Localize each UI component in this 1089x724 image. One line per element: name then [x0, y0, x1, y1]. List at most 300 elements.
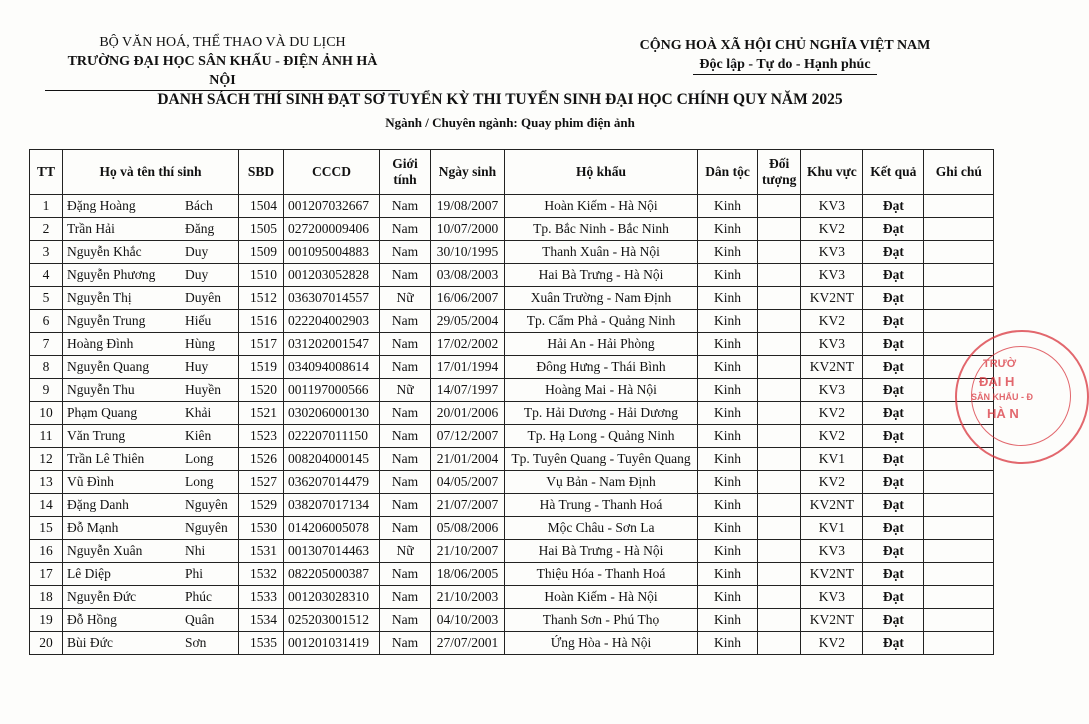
citizen-id: 082205000387: [284, 563, 380, 586]
region: KV2NT: [801, 563, 863, 586]
region: KV3: [801, 195, 863, 218]
row-number: 7: [30, 333, 63, 356]
residence: Vụ Bản - Nam Định: [505, 471, 698, 494]
result: Đạt: [863, 586, 924, 609]
residence: Tp. Hạ Long - Quảng Ninh: [505, 425, 698, 448]
residence: Tp. Tuyên Quang - Tuyên Quang: [505, 448, 698, 471]
candidate-name: [63, 540, 239, 563]
registration-number: 1527: [239, 471, 284, 494]
priority-group: [758, 333, 801, 356]
priority-group: [758, 471, 801, 494]
registration-number: 1512: [239, 287, 284, 310]
table-header-row: [30, 150, 994, 195]
table-row: [30, 333, 994, 356]
priority-group: [758, 632, 801, 655]
table-row: [30, 218, 994, 241]
birth-date: 29/05/2004: [431, 310, 505, 333]
birth-date: 04/05/2007: [431, 471, 505, 494]
table-row: [30, 586, 994, 609]
given-name: Huyền: [185, 382, 221, 397]
column-header: Ghi chú: [924, 150, 994, 195]
region: KV3: [801, 540, 863, 563]
residence: Thanh Sơn - Phú Thọ: [505, 609, 698, 632]
given-name: Duyên: [185, 290, 221, 305]
region: KV2: [801, 471, 863, 494]
citizen-id: 001197000566: [284, 379, 380, 402]
ethnicity: Kinh: [698, 333, 758, 356]
family-middle-name: Đặng Danh: [67, 497, 129, 512]
row-number: 4: [30, 264, 63, 287]
family-middle-name: Nguyễn Trung: [67, 313, 146, 328]
table-row: [30, 379, 994, 402]
birth-date: 04/10/2003: [431, 609, 505, 632]
family-middle-name: Nguyễn Thị: [67, 290, 132, 305]
priority-group: [758, 195, 801, 218]
registration-number: 1529: [239, 494, 284, 517]
gender: Nam: [380, 425, 431, 448]
document-title: DANH SÁCH THÍ SINH ĐẠT SƠ TUYỂN KỲ THI TUYỂN SINH ĐẠI HỌC CHÍNH QUY NĂM 2025: [157, 91, 843, 108]
given-name: Phi: [185, 566, 204, 581]
family-middle-name: Vũ Đình: [67, 474, 114, 489]
gender: Nam: [380, 241, 431, 264]
candidate-name: [63, 632, 239, 655]
citizen-id: 030206000130: [284, 402, 380, 425]
registration-number: 1521: [239, 402, 284, 425]
ethnicity: Kinh: [698, 241, 758, 264]
table-row: [30, 402, 994, 425]
row-number: 13: [30, 471, 63, 494]
column-header: CCCD: [284, 150, 380, 195]
birth-date: 05/08/2006: [431, 517, 505, 540]
ethnicity: Kinh: [698, 586, 758, 609]
column-header: SBD: [239, 150, 284, 195]
table-row: [30, 356, 994, 379]
residence: Hà Trung - Thanh Hoá: [505, 494, 698, 517]
birth-date: 21/10/2003: [431, 586, 505, 609]
result: Đạt: [863, 264, 924, 287]
birth-date: 21/07/2007: [431, 494, 505, 517]
priority-group: [758, 425, 801, 448]
priority-group: [758, 517, 801, 540]
citizen-id: 014206005078: [284, 517, 380, 540]
citizen-id: 008204000145: [284, 448, 380, 471]
ethnicity: Kinh: [698, 218, 758, 241]
priority-group: [758, 310, 801, 333]
given-name: Sơn: [185, 635, 207, 650]
birth-date: 17/01/1994: [431, 356, 505, 379]
row-number: 2: [30, 218, 63, 241]
citizen-id: 036307014557: [284, 287, 380, 310]
ethnicity: Kinh: [698, 425, 758, 448]
table-row: [30, 264, 994, 287]
citizen-id: 001203028310: [284, 586, 380, 609]
table-row: [30, 287, 994, 310]
citizen-id: 001207032667: [284, 195, 380, 218]
region: KV2: [801, 425, 863, 448]
residence: Xuân Trường - Nam Định: [505, 287, 698, 310]
table-row: [30, 241, 994, 264]
note: [924, 218, 994, 241]
given-name: Nhi: [185, 543, 206, 558]
note: [924, 287, 994, 310]
table-row: [30, 310, 994, 333]
candidate-name: [63, 494, 239, 517]
note: [924, 586, 994, 609]
registration-number: 1516: [239, 310, 284, 333]
seal-text: TRƯỜ: [983, 358, 1017, 370]
note: [924, 264, 994, 287]
row-number: 6: [30, 310, 63, 333]
citizen-id: 025203001512: [284, 609, 380, 632]
priority-group: [758, 241, 801, 264]
row-number: 11: [30, 425, 63, 448]
result: Đạt: [863, 609, 924, 632]
given-name: Huy: [185, 359, 209, 374]
gender: Nam: [380, 563, 431, 586]
residence: Thanh Xuân - Hà Nội: [505, 241, 698, 264]
birth-date: 21/01/2004: [431, 448, 505, 471]
gender: Nam: [380, 632, 431, 655]
gender: Nam: [380, 586, 431, 609]
priority-group: [758, 448, 801, 471]
national-header: [615, 36, 955, 75]
gender: Nam: [380, 333, 431, 356]
birth-date: 14/07/1997: [431, 379, 505, 402]
ethnicity: Kinh: [698, 494, 758, 517]
birth-date: 27/07/2001: [431, 632, 505, 655]
gender: Nam: [380, 471, 431, 494]
column-header: Ngày sinh: [431, 150, 505, 195]
table-row: [30, 540, 994, 563]
citizen-id: 001203052828: [284, 264, 380, 287]
priority-group: [758, 356, 801, 379]
ethnicity: Kinh: [698, 356, 758, 379]
registration-number: 1526: [239, 448, 284, 471]
column-header: Giới tính: [380, 150, 431, 195]
citizen-id: 034094008614: [284, 356, 380, 379]
note: [924, 241, 994, 264]
registration-number: 1535: [239, 632, 284, 655]
candidate-name: [63, 609, 239, 632]
note: [924, 517, 994, 540]
column-header: Dân tộc: [698, 150, 758, 195]
column-header: Hộ khẩu: [505, 150, 698, 195]
family-middle-name: Đỗ Hồng: [67, 612, 117, 627]
column-header: Họ và tên thí sinh: [63, 150, 239, 195]
priority-group: [758, 218, 801, 241]
given-name: Hùng: [185, 336, 215, 351]
registration-number: 1510: [239, 264, 284, 287]
result: Đạt: [863, 310, 924, 333]
seal-text: HÀ N: [987, 406, 1019, 421]
table-row: [30, 609, 994, 632]
residence: Hai Bà Trưng - Hà Nội: [505, 540, 698, 563]
residence: Thiệu Hóa - Thanh Hoá: [505, 563, 698, 586]
priority-group: [758, 609, 801, 632]
note: [924, 609, 994, 632]
region: KV3: [801, 586, 863, 609]
birth-date: 21/10/2007: [431, 540, 505, 563]
priority-group: [758, 287, 801, 310]
birth-date: 17/02/2002: [431, 333, 505, 356]
residence: Hải An - Hải Phòng: [505, 333, 698, 356]
result: Đạt: [863, 517, 924, 540]
given-name: Quân: [185, 612, 215, 627]
region: KV2: [801, 218, 863, 241]
registration-number: 1504: [239, 195, 284, 218]
given-name: Hiếu: [185, 313, 212, 328]
residence: Đông Hưng - Thái Bình: [505, 356, 698, 379]
birth-date: 18/06/2005: [431, 563, 505, 586]
result: Đạt: [863, 494, 924, 517]
table-row: [30, 517, 994, 540]
birth-date: 20/01/2006: [431, 402, 505, 425]
candidate-name: [63, 287, 239, 310]
family-middle-name: Trần Hải: [67, 221, 115, 236]
seal-text: ĐẠI H: [979, 374, 1015, 389]
citizen-id: 022204002903: [284, 310, 380, 333]
given-name: Long: [185, 451, 214, 466]
registration-number: 1531: [239, 540, 284, 563]
table-row: [30, 471, 994, 494]
priority-group: [758, 402, 801, 425]
registration-number: 1532: [239, 563, 284, 586]
ethnicity: Kinh: [698, 379, 758, 402]
given-name: Long: [185, 474, 214, 489]
candidate-name: [63, 218, 239, 241]
row-number: 16: [30, 540, 63, 563]
gender: Nữ: [380, 287, 431, 310]
region: KV2: [801, 632, 863, 655]
school-name: TRƯỜNG ĐẠI HỌC SÂN KHẤU - ĐIỆN ẢNH HÀ NỘI: [45, 52, 400, 91]
result: Đạt: [863, 563, 924, 586]
ethnicity: Kinh: [698, 471, 758, 494]
priority-group: [758, 586, 801, 609]
note: [924, 563, 994, 586]
priority-group: [758, 540, 801, 563]
country-name: CỘNG HOÀ XÃ HỘI CHỦ NGHĨA VIỆT NAM: [639, 38, 931, 53]
row-number: 10: [30, 402, 63, 425]
ethnicity: Kinh: [698, 609, 758, 632]
table-row: [30, 632, 994, 655]
ethnicity: Kinh: [698, 287, 758, 310]
citizen-id: 027200009406: [284, 218, 380, 241]
region: KV2: [801, 402, 863, 425]
family-middle-name: Phạm Quang: [67, 405, 138, 420]
citizen-id: 022207011150: [284, 425, 380, 448]
gender: Nữ: [380, 379, 431, 402]
candidate-name: [63, 586, 239, 609]
priority-group: [758, 494, 801, 517]
residence: Hoàng Mai - Hà Nội: [505, 379, 698, 402]
family-middle-name: Nguyễn Đức: [67, 589, 137, 604]
priority-group: [758, 379, 801, 402]
row-number: 20: [30, 632, 63, 655]
row-number: 12: [30, 448, 63, 471]
row-number: 3: [30, 241, 63, 264]
row-number: 8: [30, 356, 63, 379]
family-middle-name: Nguyễn Xuân: [67, 543, 143, 558]
region: KV2NT: [801, 494, 863, 517]
note: [924, 540, 994, 563]
residence: Hoàn Kiếm - Hà Nội: [505, 195, 698, 218]
citizen-id: 036207014479: [284, 471, 380, 494]
table-row: [30, 563, 994, 586]
residence: Tp. Hải Dương - Hải Dương: [505, 402, 698, 425]
result: Đạt: [863, 356, 924, 379]
candidate-name: [63, 563, 239, 586]
candidate-name: [63, 333, 239, 356]
note: [924, 494, 994, 517]
gender: Nam: [380, 402, 431, 425]
table-row: [30, 195, 994, 218]
result: Đạt: [863, 632, 924, 655]
given-name: Kiên: [185, 428, 212, 443]
gender: Nam: [380, 310, 431, 333]
region: KV2NT: [801, 609, 863, 632]
gender: Nam: [380, 517, 431, 540]
gender: Nam: [380, 609, 431, 632]
ethnicity: Kinh: [698, 540, 758, 563]
region: KV3: [801, 264, 863, 287]
result: Đạt: [863, 471, 924, 494]
registration-number: 1534: [239, 609, 284, 632]
result: Đạt: [863, 425, 924, 448]
candidate-name: [63, 402, 239, 425]
column-header: TT: [30, 150, 63, 195]
family-middle-name: Hoàng Đình: [67, 336, 134, 351]
gender: Nam: [380, 195, 431, 218]
gender: Nam: [380, 448, 431, 471]
registration-number: 1509: [239, 241, 284, 264]
birth-date: 30/10/1995: [431, 241, 505, 264]
result: Đạt: [863, 241, 924, 264]
given-name: Phúc: [185, 589, 212, 604]
priority-group: [758, 264, 801, 287]
gender: Nam: [380, 356, 431, 379]
candidate-name: [63, 356, 239, 379]
note: [924, 471, 994, 494]
family-middle-name: Đỗ Mạnh: [67, 520, 119, 535]
region: KV1: [801, 448, 863, 471]
ethnicity: Kinh: [698, 563, 758, 586]
registration-number: 1505: [239, 218, 284, 241]
result: Đạt: [863, 333, 924, 356]
table-row: [30, 425, 994, 448]
residence: Hai Bà Trưng - Hà Nội: [505, 264, 698, 287]
result: Đạt: [863, 540, 924, 563]
residence: Tp. Cẩm Phả - Quảng Ninh: [505, 310, 698, 333]
birth-date: 03/08/2003: [431, 264, 505, 287]
row-number: 18: [30, 586, 63, 609]
given-name: Khải: [185, 405, 212, 420]
candidate-table: [29, 149, 994, 655]
ethnicity: Kinh: [698, 195, 758, 218]
priority-group: [758, 563, 801, 586]
registration-number: 1520: [239, 379, 284, 402]
birth-date: 10/07/2000: [431, 218, 505, 241]
result: Đạt: [863, 379, 924, 402]
row-number: 15: [30, 517, 63, 540]
registration-number: 1523: [239, 425, 284, 448]
citizen-id: 031202001547: [284, 333, 380, 356]
seal-text: SÂN KHẤU - Đ: [971, 392, 1033, 402]
family-middle-name: Nguyễn Quang: [67, 359, 150, 374]
family-middle-name: Văn Trung: [67, 428, 126, 443]
family-middle-name: Trần Lê Thiên: [67, 451, 145, 466]
note: [924, 195, 994, 218]
given-name: Duy: [185, 244, 209, 259]
issuer-header: [45, 33, 400, 91]
registration-number: 1517: [239, 333, 284, 356]
family-middle-name: Bùi Đức: [67, 635, 113, 650]
column-header: Đối tượng: [758, 150, 801, 195]
birth-date: 16/06/2007: [431, 287, 505, 310]
ethnicity: Kinh: [698, 402, 758, 425]
region: KV2NT: [801, 356, 863, 379]
candidate-name: [63, 264, 239, 287]
result: Đạt: [863, 218, 924, 241]
gender: Nam: [380, 218, 431, 241]
row-number: 19: [30, 609, 63, 632]
given-name: Bách: [185, 198, 213, 213]
ministry-name: BỘ VĂN HOÁ, THỂ THAO VÀ DU LỊCH: [99, 35, 346, 50]
result: Đạt: [863, 287, 924, 310]
residence: Ứng Hòa - Hà Nội: [505, 632, 698, 655]
birth-date: 19/08/2007: [431, 195, 505, 218]
birth-date: 07/12/2007: [431, 425, 505, 448]
row-number: 14: [30, 494, 63, 517]
region: KV2NT: [801, 287, 863, 310]
column-header: Kết quả: [863, 150, 924, 195]
region: KV1: [801, 517, 863, 540]
candidate-name: [63, 241, 239, 264]
residence: Hoàn Kiếm - Hà Nội: [505, 586, 698, 609]
column-header: Khu vực: [801, 150, 863, 195]
family-middle-name: Nguyễn Thu: [67, 382, 135, 397]
family-middle-name: Nguyễn Phương: [67, 267, 156, 282]
result: Đạt: [863, 195, 924, 218]
row-number: 1: [30, 195, 63, 218]
region: KV3: [801, 333, 863, 356]
national-motto: Độc lập - Tự do - Hạnh phúc: [693, 55, 876, 75]
family-middle-name: Đặng Hoàng: [67, 198, 136, 213]
region: KV3: [801, 379, 863, 402]
candidate-name: [63, 195, 239, 218]
given-name: Duy: [185, 267, 209, 282]
given-name: Nguyên: [185, 520, 228, 535]
region: KV3: [801, 241, 863, 264]
row-number: 17: [30, 563, 63, 586]
gender: Nam: [380, 264, 431, 287]
candidate-name: [63, 310, 239, 333]
registration-number: 1533: [239, 586, 284, 609]
candidate-name: [63, 379, 239, 402]
citizen-id: 001095004883: [284, 241, 380, 264]
candidate-name: [63, 471, 239, 494]
given-name: Đăng: [185, 221, 215, 236]
citizen-id: 038207017134: [284, 494, 380, 517]
row-number: 9: [30, 379, 63, 402]
ethnicity: Kinh: [698, 517, 758, 540]
note: [924, 632, 994, 655]
residence: Tp. Bắc Ninh - Bắc Ninh: [505, 218, 698, 241]
candidate-name: [63, 425, 239, 448]
citizen-id: 001307014463: [284, 540, 380, 563]
gender: Nam: [380, 494, 431, 517]
ethnicity: Kinh: [698, 448, 758, 471]
registration-number: 1530: [239, 517, 284, 540]
